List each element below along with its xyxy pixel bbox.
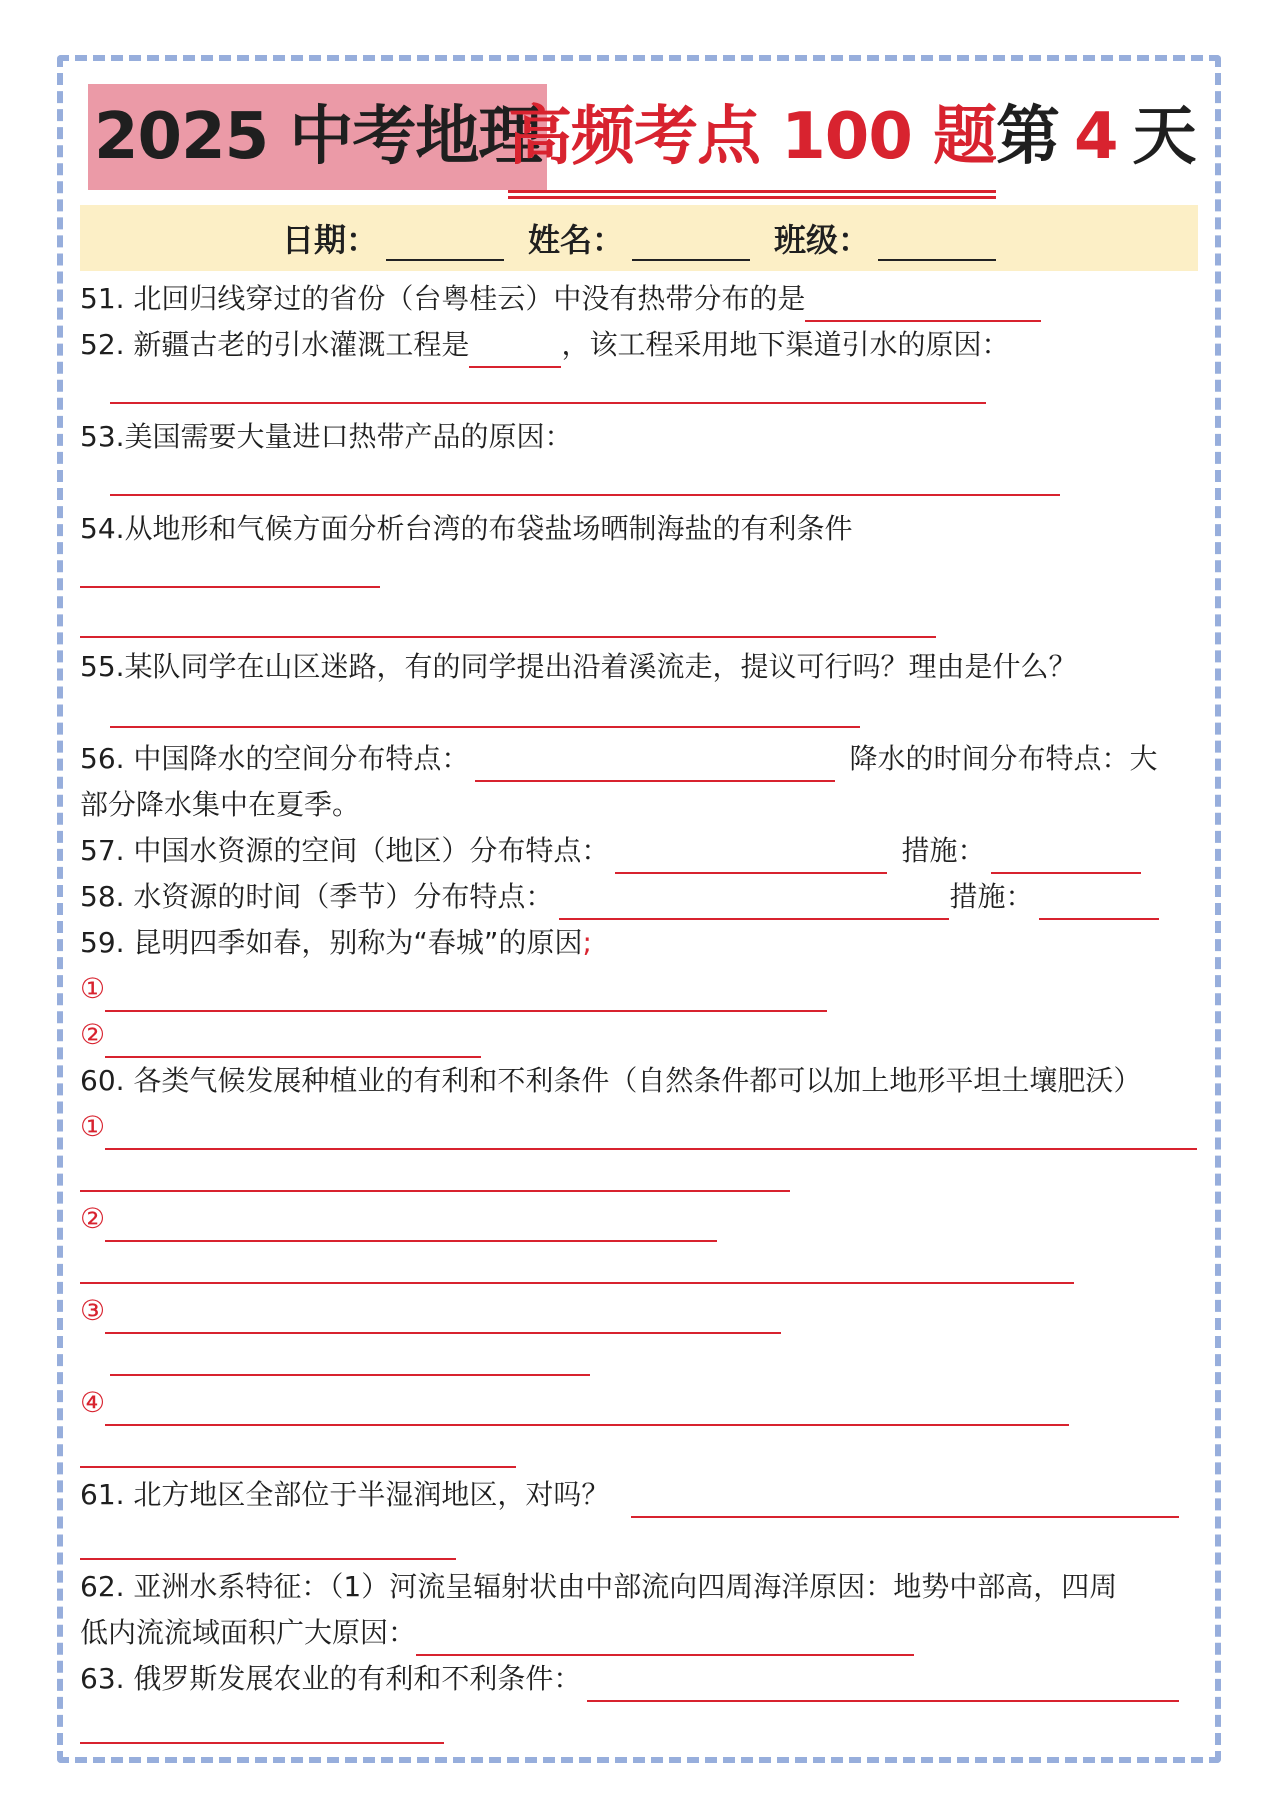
question-52 — [80, 322, 1009, 368]
question-51 — [80, 276, 1041, 322]
question-60 — [80, 1058, 1141, 1104]
answer-blank[interactable] — [105, 1394, 1069, 1426]
question-text: 52. 新疆古老的引水灌溉工程是 — [80, 328, 470, 361]
question-54 — [80, 506, 853, 552]
question-56-cont — [80, 782, 360, 828]
answer-blank[interactable] — [805, 290, 1041, 322]
title-day — [996, 84, 1197, 190]
answer-blank[interactable] — [631, 1486, 1179, 1518]
question-text: 低内流流域面积广大原因： — [80, 1616, 417, 1649]
day-number: 4 — [1074, 100, 1119, 174]
answer-item-3 — [80, 1288, 781, 1334]
answer-blank[interactable] — [587, 1670, 1179, 1702]
answer-line[interactable] — [110, 1374, 590, 1376]
answer-blank[interactable] — [559, 888, 949, 920]
question-text: 63. 俄罗斯发展农业的有利和不利条件： — [80, 1662, 582, 1695]
answer-blank[interactable] — [105, 1118, 1197, 1150]
question-58 — [80, 874, 1159, 920]
name-blank[interactable] — [632, 229, 750, 261]
day-suffix: 天 — [1132, 100, 1197, 174]
info-bar — [80, 205, 1198, 271]
answer-line[interactable] — [80, 1466, 516, 1468]
answer-item-2 — [80, 1196, 717, 1242]
measures-label: 措施： — [901, 834, 986, 867]
answer-line[interactable] — [110, 402, 986, 404]
question-text: 62. 亚洲水系特征：（1）河流呈辐射状由中部流向四周海洋原因：地势中部高，四周 — [80, 1570, 1118, 1603]
page-title — [88, 84, 1198, 190]
question-59 — [80, 920, 592, 966]
question-53 — [80, 414, 573, 460]
question-56 — [80, 736, 1157, 782]
answer-item-4 — [80, 1380, 1069, 1426]
question-text: 59. 昆明四季如春，别称为“春城”的原因 — [80, 926, 583, 959]
class-blank[interactable] — [878, 229, 996, 261]
answer-blank[interactable] — [105, 1302, 781, 1334]
question-text: 55.某队同学在山区迷路，有的同学提出沿着溪流走，提议可行吗？理由是什么？ — [80, 650, 1077, 683]
question-61 — [80, 1472, 1179, 1518]
question-text: 54.从地形和气候方面分析台湾的布袋盐场晒制海盐的有利条件 — [80, 512, 853, 545]
answer-blank[interactable] — [475, 750, 835, 782]
answer-line[interactable] — [110, 726, 860, 728]
answer-line[interactable] — [110, 494, 1060, 496]
class-field — [774, 215, 996, 261]
question-text: 56. 中国降水的空间分布特点： — [80, 742, 470, 775]
answer-item-2 — [80, 1012, 481, 1058]
answer-blank[interactable] — [991, 842, 1141, 874]
date-field — [282, 215, 504, 261]
question-text: 60. 各类气候发展种植业的有利和不利条件（自然条件都可以加上地形平坦土壤肥沃） — [80, 1064, 1142, 1097]
circled-number: ③ — [80, 1294, 106, 1327]
question-text-cont: ，该工程采用地下渠道引水的原因： — [561, 328, 1010, 361]
answer-line[interactable] — [80, 1190, 790, 1192]
answer-blank[interactable] — [1039, 888, 1159, 920]
answer-blank[interactable] — [105, 980, 827, 1012]
circled-number: ② — [80, 1018, 106, 1051]
circled-number: ④ — [80, 1386, 106, 1419]
question-text: 部分降水集中在夏季。 — [80, 788, 361, 821]
question-text: 57. 中国水资源的空间（地区）分布特点： — [80, 834, 610, 867]
question-text: 61. 北方地区全部位于半湿润地区，对吗？ — [80, 1478, 610, 1511]
date-blank[interactable] — [386, 229, 504, 261]
answer-blank[interactable] — [469, 336, 561, 368]
answer-item-1 — [80, 1104, 1197, 1150]
name-label: 姓名： — [527, 221, 624, 259]
title-left: 2025 中考地理 — [88, 84, 547, 190]
date-label: 日期： — [281, 221, 378, 259]
question-55 — [80, 644, 1077, 690]
circled-number: ② — [80, 1202, 106, 1235]
question-text: 58. 水资源的时间（季节）分布特点： — [80, 880, 554, 913]
question-text: 51. 北回归线穿过的省份（台粤桂云）中没有热带分布的是 — [80, 282, 806, 315]
name-field — [528, 215, 750, 261]
answer-line[interactable] — [80, 586, 380, 588]
day-prefix: 第 — [996, 100, 1060, 174]
circled-number: ① — [80, 1110, 106, 1143]
answer-line[interactable] — [80, 1742, 444, 1744]
answer-line[interactable] — [80, 1558, 456, 1560]
question-text-cont: 降水的时间分布特点：大 — [849, 742, 1158, 775]
question-punct: ; — [582, 926, 592, 959]
answer-line[interactable] — [80, 1282, 1074, 1284]
answer-item-1 — [80, 966, 827, 1012]
measures-label: 措施： — [949, 880, 1034, 913]
question-62-cont — [80, 1610, 914, 1656]
class-label: 班级： — [774, 221, 871, 259]
question-57 — [80, 828, 1141, 874]
answer-blank[interactable] — [105, 1026, 481, 1058]
circled-number: ① — [80, 972, 106, 1005]
answer-blank[interactable] — [615, 842, 887, 874]
question-62 — [80, 1564, 1117, 1610]
question-text: 53.美国需要大量进口热带产品的原因： — [80, 420, 573, 453]
answer-line[interactable] — [80, 636, 936, 638]
question-63 — [80, 1656, 1179, 1702]
answer-blank[interactable] — [105, 1210, 717, 1242]
title-highlight: 高频考点 100 题 — [508, 84, 996, 193]
answer-blank[interactable] — [416, 1624, 914, 1656]
